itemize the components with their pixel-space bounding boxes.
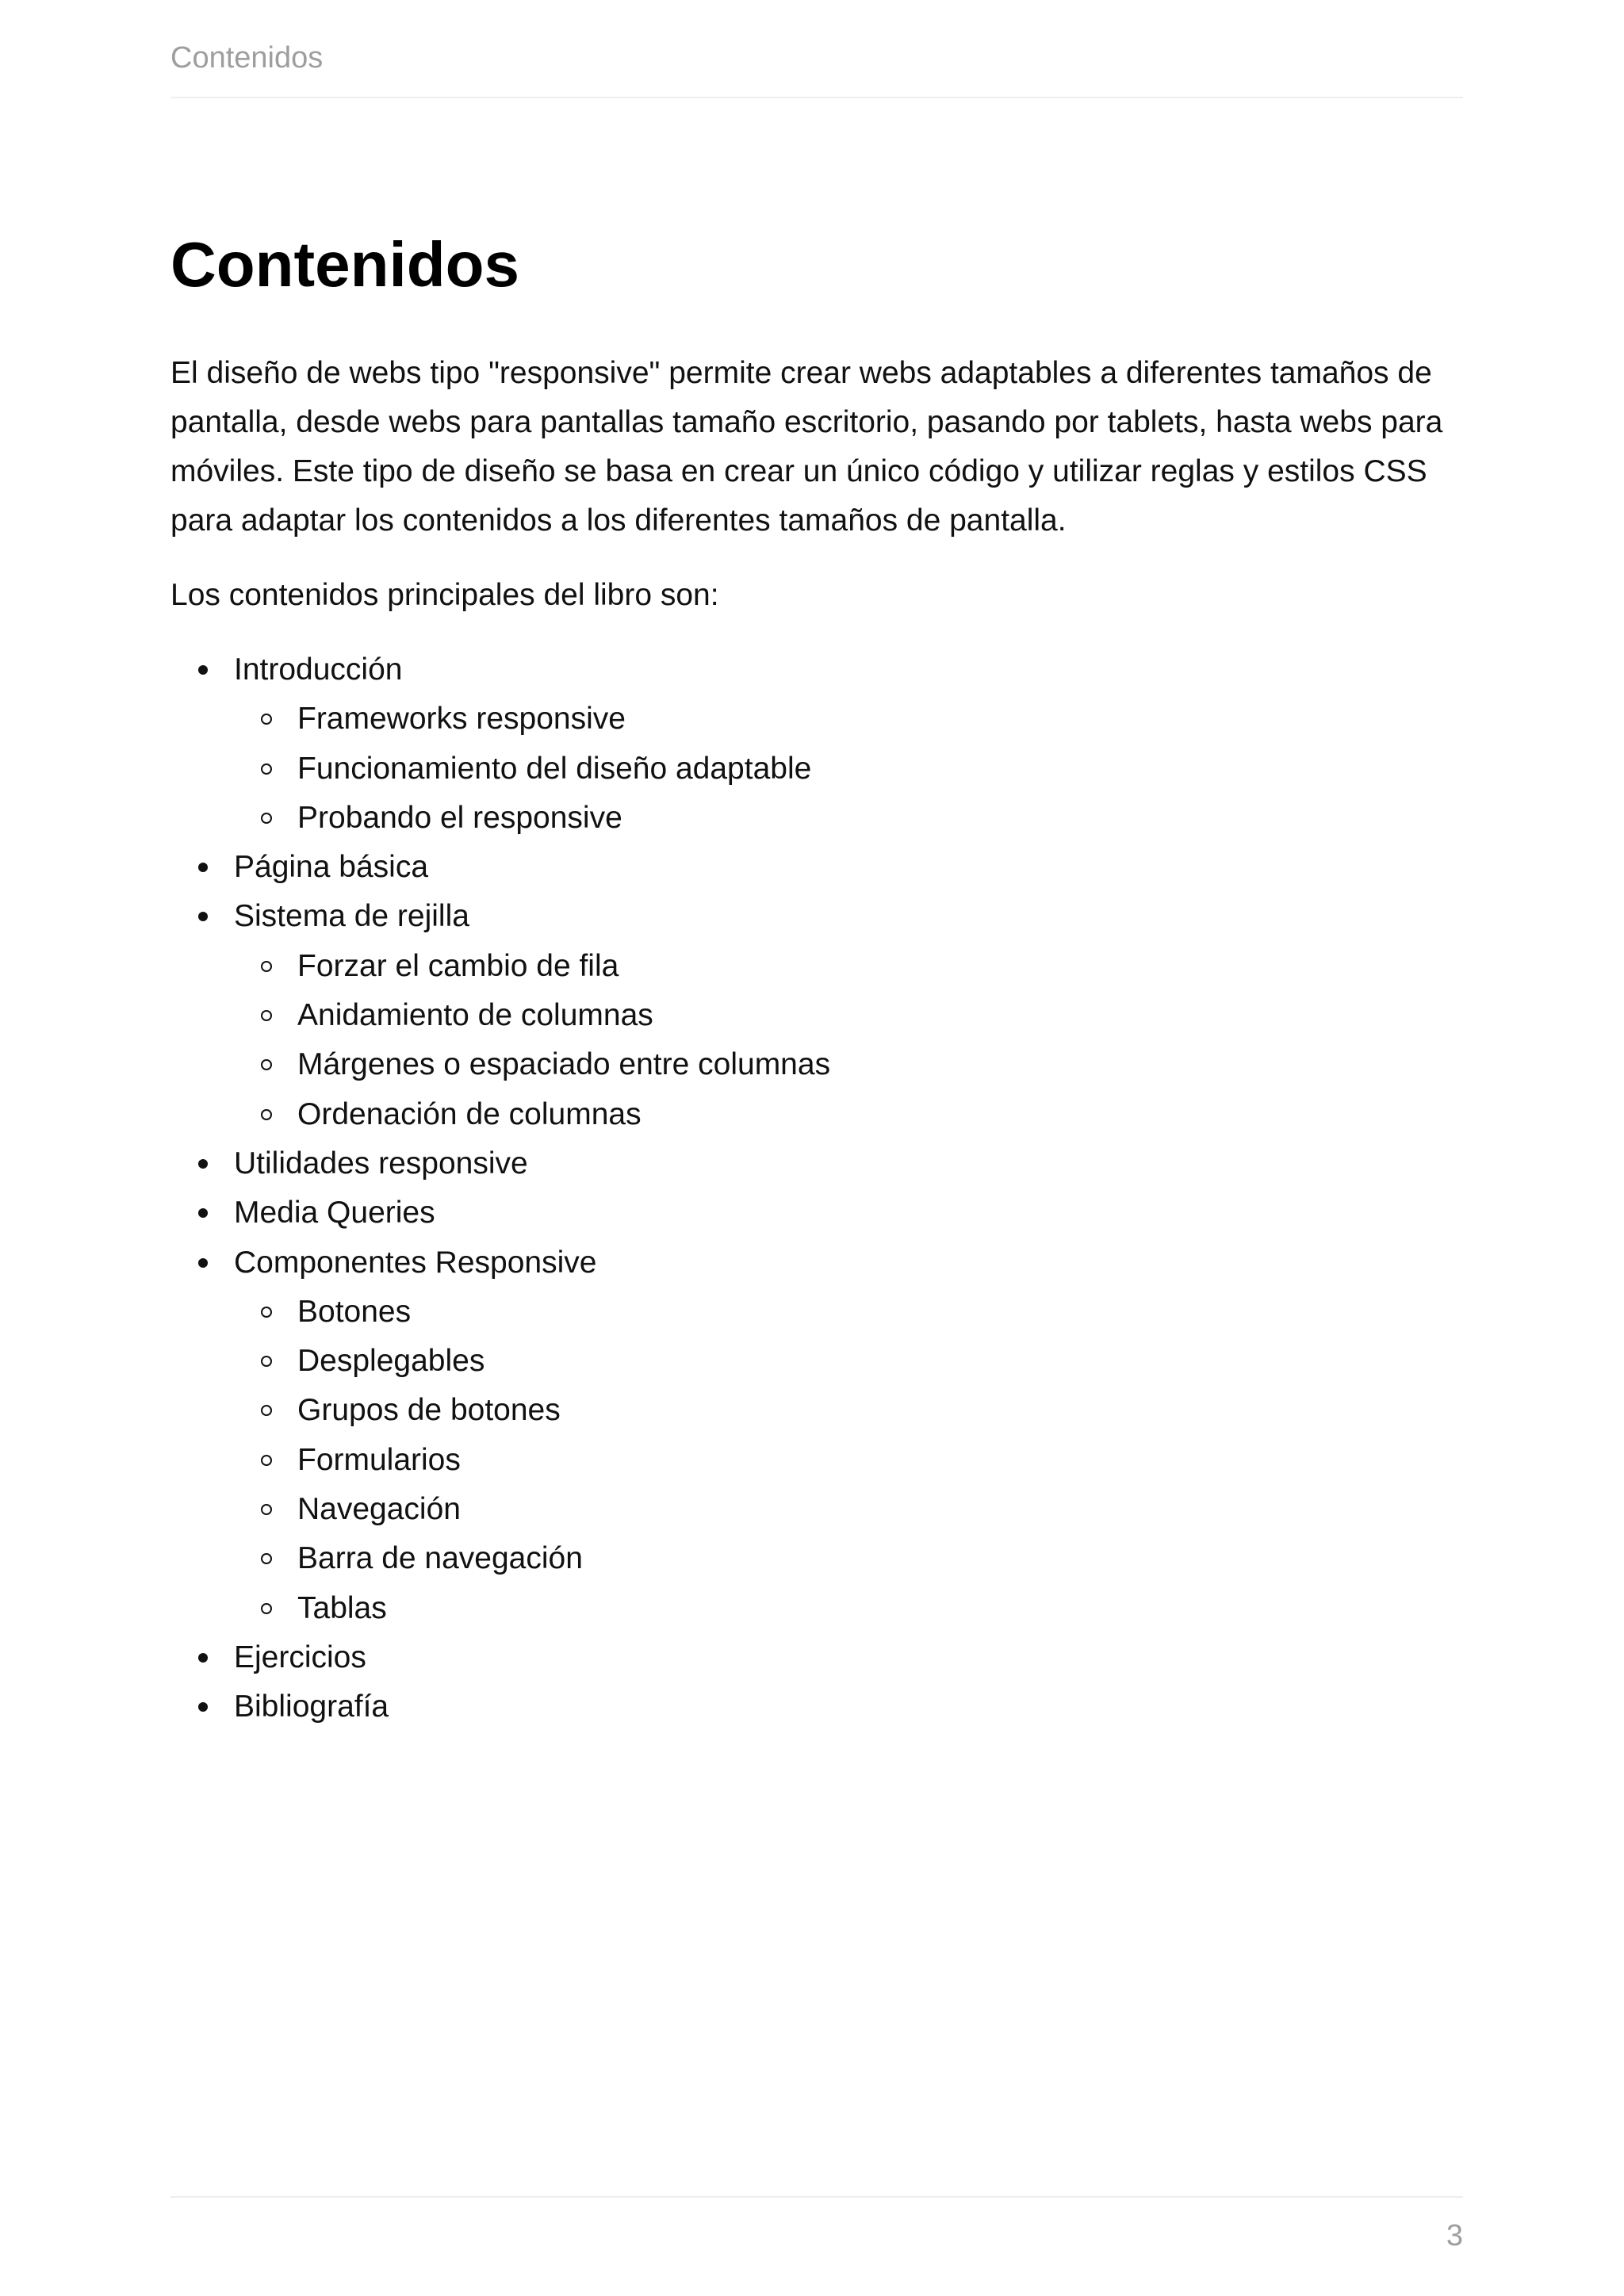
toc-subitem: Forzar el cambio de fila <box>234 942 1463 991</box>
toc-subitem: Botones <box>234 1288 1463 1337</box>
toc-item <box>170 1139 1463 1188</box>
toc-sublist <box>234 942 1463 1139</box>
toc-item-label: Bibliografía <box>234 1689 389 1724</box>
toc-subitem: Anidamiento de columnas <box>234 991 1463 1040</box>
toc-item-label: Utilidades responsive <box>234 1146 528 1181</box>
toc-item <box>170 1633 1463 1682</box>
toc-item-label: Introducción <box>234 652 403 687</box>
toc-item <box>170 843 1463 892</box>
toc-lead-paragraph: Los contenidos principales del libro son: <box>170 578 719 612</box>
toc-item <box>170 1238 1463 1633</box>
toc-sublist <box>234 695 1463 843</box>
running-header: Contenidos <box>170 41 324 75</box>
toc-subitem: Funcionamiento del diseño adaptable <box>234 744 1463 794</box>
toc-item-label: Sistema de rejilla <box>234 899 469 934</box>
header-divider <box>170 97 1463 98</box>
footer-divider <box>170 2196 1463 2198</box>
toc-item-label: Ejercicios <box>234 1640 366 1674</box>
toc-item <box>170 1188 1463 1238</box>
intro-paragraph: El diseño de webs tipo "responsive" permite crear webs adaptables a diferentes tamaños de pantalla, desde webs para pantallas tamaño escritorio, pasando por tablets, hasta webs para móviles. Este tipo de diseño se basa en crear un único código y utilizar reglas y estilos CSS para adaptar los contenidos a los diferentes tamaños de pantalla. <box>170 356 1443 538</box>
toc-subitem: Formularios <box>234 1436 1463 1485</box>
toc-item-label: Media Queries <box>234 1196 435 1230</box>
toc-item <box>170 1682 1463 1732</box>
toc-subitem: Desplegables <box>234 1337 1463 1386</box>
toc-subitem: Probando el responsive <box>234 794 1463 843</box>
toc-subitem: Tablas <box>234 1584 1463 1633</box>
page-number: 3 <box>1446 2219 1463 2252</box>
toc-item-label: Página básica <box>234 850 429 885</box>
toc-subitem: Márgenes o espaciado entre columnas <box>234 1040 1463 1089</box>
toc-subitem: Ordenación de columnas <box>234 1090 1463 1139</box>
toc-subitem: Grupos de botones <box>234 1386 1463 1435</box>
toc-subitem: Frameworks responsive <box>234 695 1463 744</box>
table-of-contents <box>170 645 1463 1732</box>
page-content <box>170 214 1463 1732</box>
page-title: Contenidos <box>170 229 519 300</box>
toc-subitem: Barra de navegación <box>234 1534 1463 1583</box>
toc-subitem: Navegación <box>234 1485 1463 1534</box>
toc-item-label: Componentes Responsive <box>234 1245 597 1280</box>
toc-item <box>170 645 1463 843</box>
toc-sublist <box>234 1288 1463 1633</box>
toc-item <box>170 892 1463 1138</box>
